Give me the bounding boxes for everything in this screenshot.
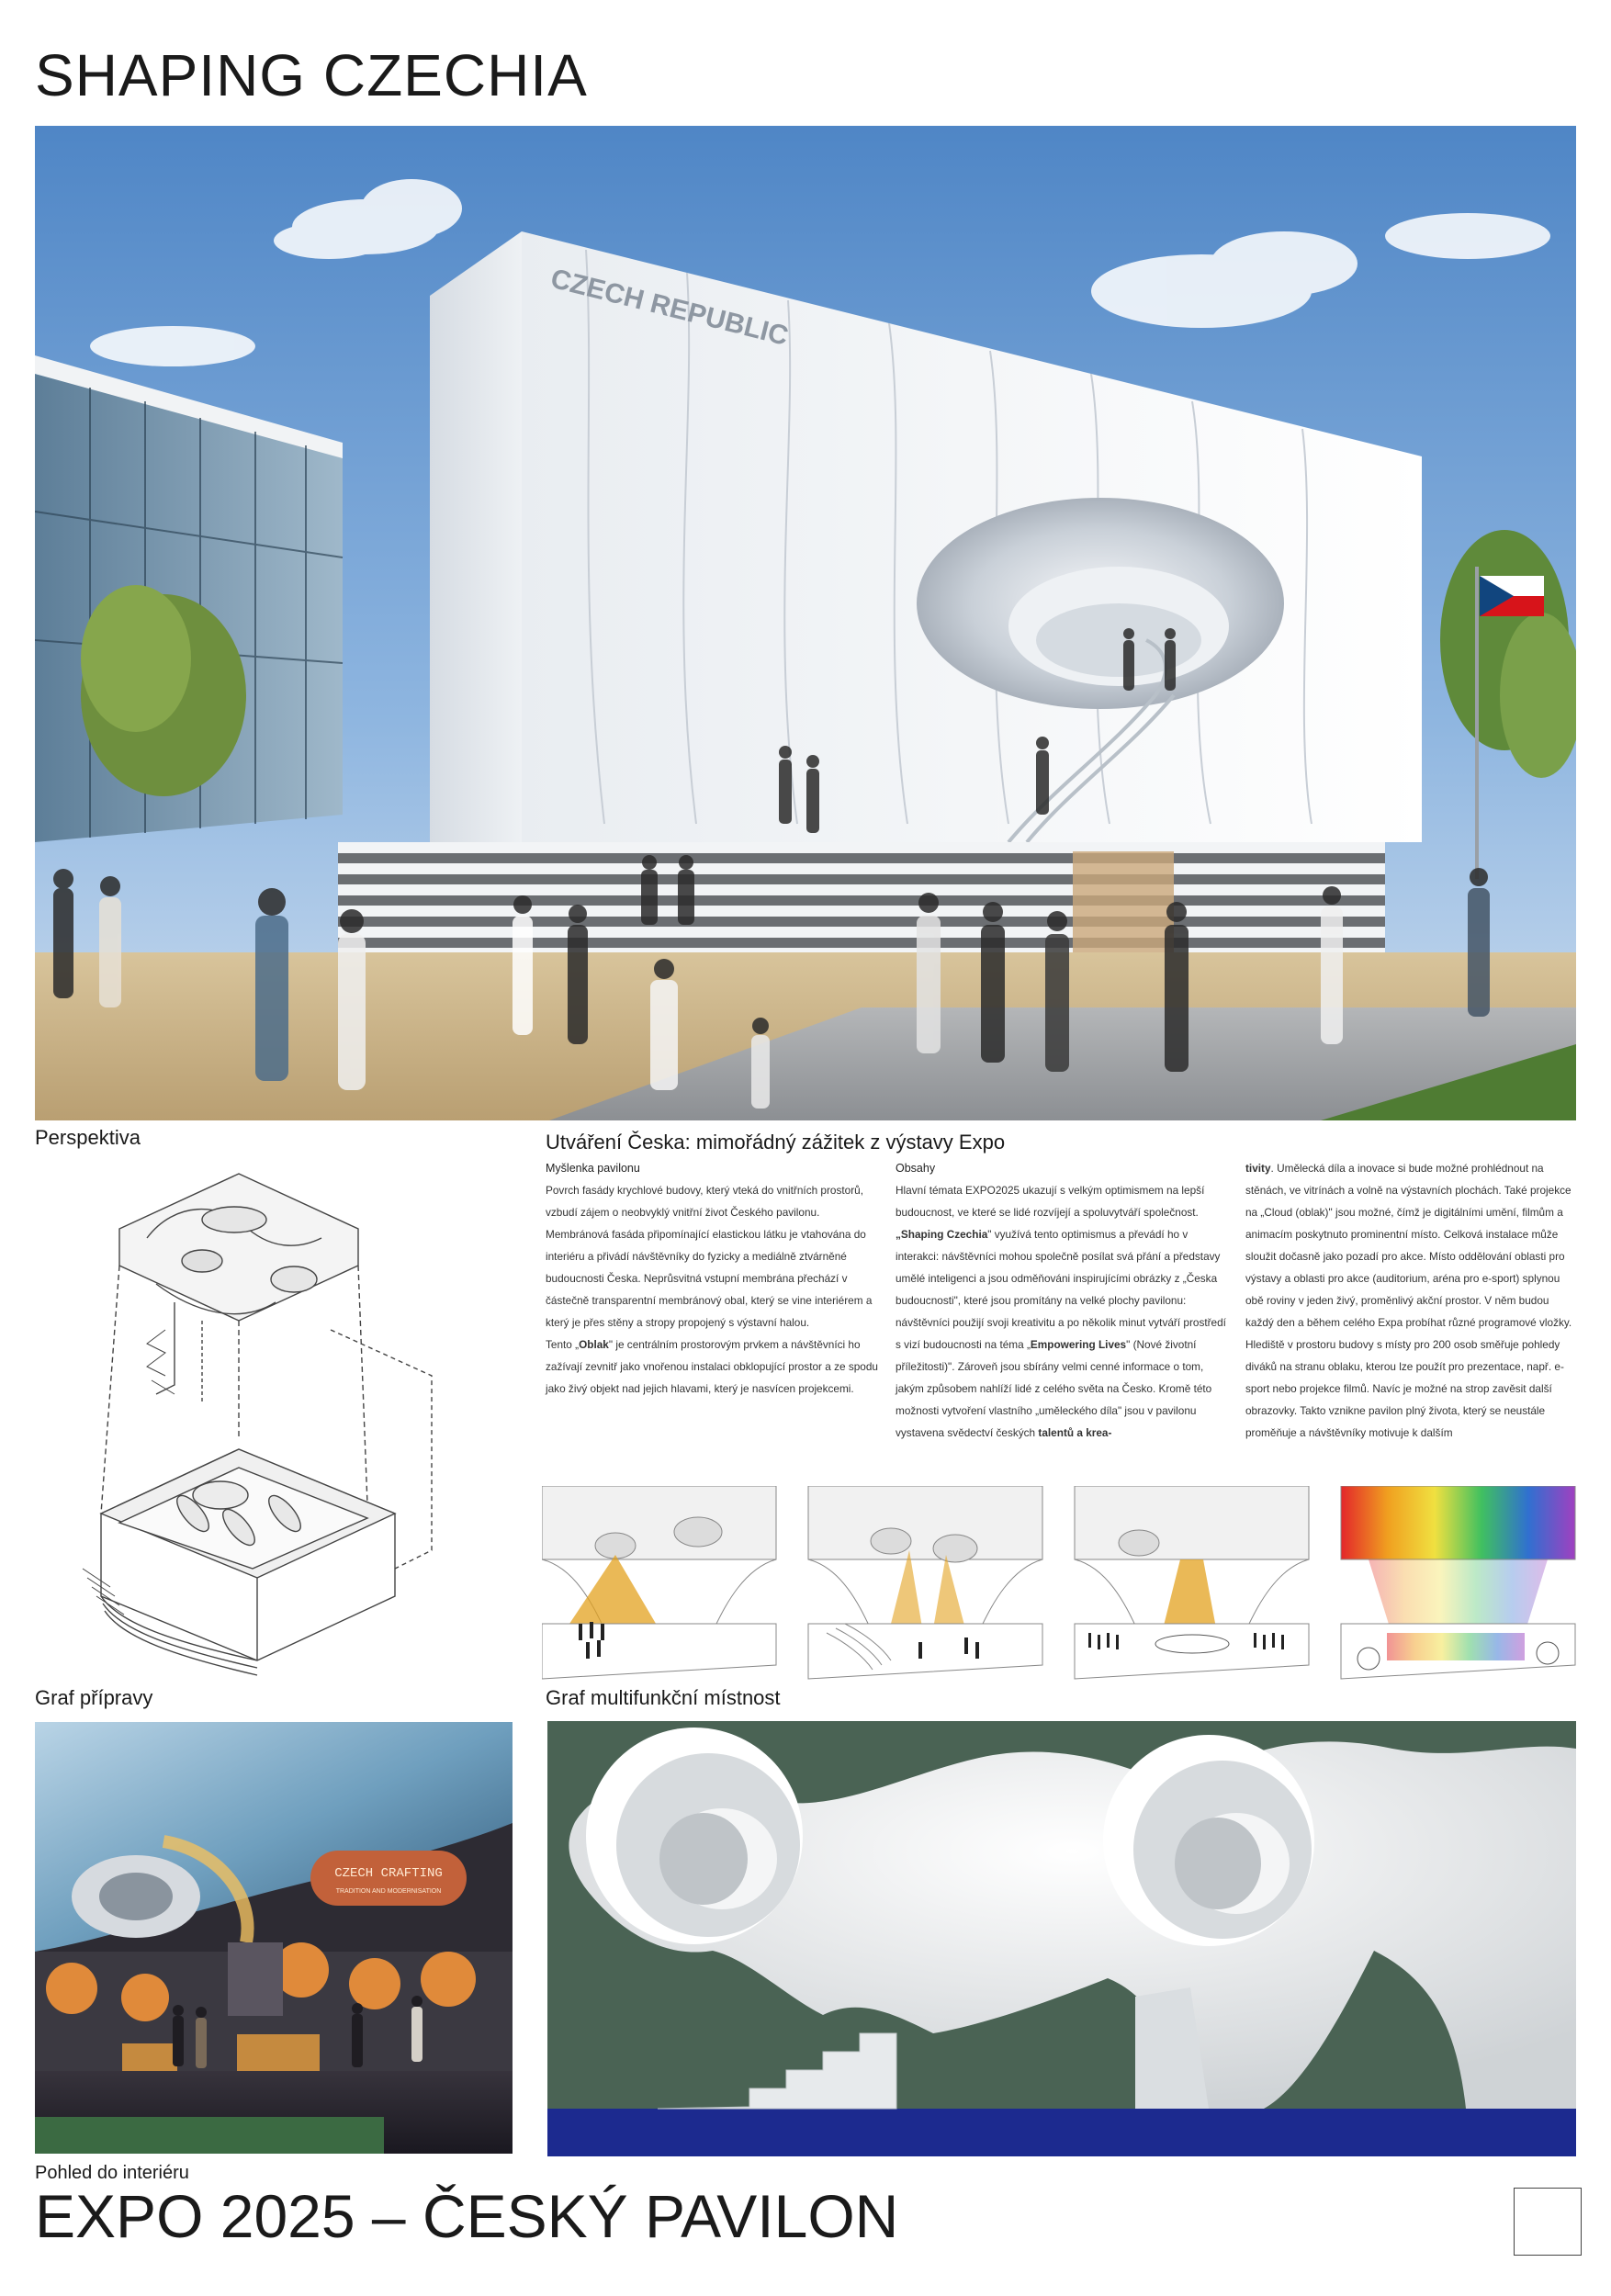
corner-box bbox=[1514, 2188, 1582, 2256]
multi-caption: Graf multifunkční místnost bbox=[546, 1686, 781, 1709]
interior-render bbox=[35, 1722, 513, 2154]
porthole-left bbox=[586, 1728, 803, 1944]
porthole-right bbox=[1103, 1735, 1314, 1946]
hall-render bbox=[547, 1721, 1576, 2156]
scenario-auditorium bbox=[808, 1486, 1042, 1679]
essay-column-2 bbox=[896, 1157, 1231, 1444]
scenario-strip bbox=[542, 1486, 1580, 1688]
axonometric-diagram bbox=[64, 1165, 496, 1679]
col2-subheading: Obsahy bbox=[896, 1162, 936, 1175]
facade-sign: CZECH REPUBLIC bbox=[547, 263, 792, 352]
col2-paragraph-b: „Shaping Czechia" využívá tento optimismus a převádí ho v interakci: návštěvníci mohou společně posílat svá přání a představy umělé inteligenci a jsou odměňováni inspirujícími obrázky z „Česka budoucnosti", které jsou promítány na velké plochy pavilonu: návštěvníci použijí svoji kreativitu a po několik minut vytváří prostředí s vizí budoucnosti na téma „Empowering Lives" (Nové životní příležitosti)". Zároveň jsou sbírány velmi cenné informace o tom, jakým způsobem nahlíží lidé z celého světa na Česko. Kromě této možnosti vytvoření vlastního „uměleckého díla" jsou v pavilonu vystavena svědectví českých talentů a krea- bbox=[896, 1228, 1226, 1439]
scenario-arena bbox=[1075, 1486, 1309, 1679]
col1-subheading: Myšlenka pavilonu bbox=[546, 1162, 640, 1175]
page-title: SHAPING CZECHIA bbox=[35, 42, 588, 108]
col3-paragraph: tivity. Umělecká díla a inovace si bude možné prohlédnout na stěnách, ve vitrínách a volně na výstavních plochách. Také projekce na „Cloud (oblak)" jsou možné, čímž je digitálními umění, filmům a animacím poskytnuto prominentní místo. Celková instalace může sloužit dočasně jako pozadí pro akce. Místo oddělování oblasti pro výstavy a oblasti pro akce (auditorium, aréna pro e-sport) splynou obě roviny v jeden živý, proměnlivý akční prostor. V něm budou každý den a během celého Expa probíhat různé programové vložky. Hlediště v prostoru budovy s místy pro 200 osob směřuje pohledy diváků na stranu oblaku, kterou lze použít pro prezentace, např. e-sport nebo projekce filmů. Navíc je možné na strop zavěsit další obrazovky. Takto vznikne pavilon plný života, který se neustále proměňuje a návštěvníky motivuje k dalším bbox=[1245, 1162, 1572, 1439]
hero-caption: Perspektiva bbox=[35, 1126, 141, 1149]
interior-sign-title: CZECH CRAFTING bbox=[334, 1866, 443, 1881]
interior-caption: Pohled do interiéru bbox=[35, 2163, 189, 2183]
scenario-lecture bbox=[542, 1486, 776, 1679]
essay-column-1 bbox=[546, 1157, 881, 1400]
diagram-caption: Graf přípravy bbox=[35, 1686, 153, 1709]
interior-sign-subtitle: TRADITION AND MODERNISATION bbox=[335, 1888, 442, 1895]
scenario-projection bbox=[1341, 1486, 1575, 1679]
col1-paragraph-b: Tento „Oblak" je centrálním prostorovým prvkem a návštěvníci ho zažívají zevnitř jako vnořenou instalaci obklopující prostor a ze spodu jako živý objekt nad jejich hlavami, který je nasvícen projekcemi. bbox=[546, 1338, 878, 1395]
col1-paragraph-a: Povrch fasády krychlové budovy, který vteká do vnitřních prostorů, vzbudí zájem o neobvyklý vnitřní život Českého pavilonu. Membránová fasáda připomínající elastickou látku je vtahována do interiéru a přivádí návštěvníky do fyzicky a mediálně ztvárněné budoucnosti Česka. Neprůsvitná vstupní membrána přechází v částečně transparentní membránový obal, který se vine interiérem a který je přes stěny a stropy propojený s výstavní halou. bbox=[546, 1184, 873, 1329]
essay-heading: Utváření Česka: mimořádný zážitek z výstavy Expo bbox=[546, 1131, 1006, 1154]
footer-title: EXPO 2025 – ČESKÝ PAVILON bbox=[35, 2182, 899, 2250]
col2-paragraph-a: Hlavní témata EXPO2025 ukazují s velkým optimismem na lepší budoucnost, ve které se lidé rozvíjejí a spoluvytváří společnost. bbox=[896, 1184, 1205, 1219]
hero-render bbox=[35, 126, 1576, 1120]
essay-column-3 bbox=[1245, 1157, 1576, 1444]
